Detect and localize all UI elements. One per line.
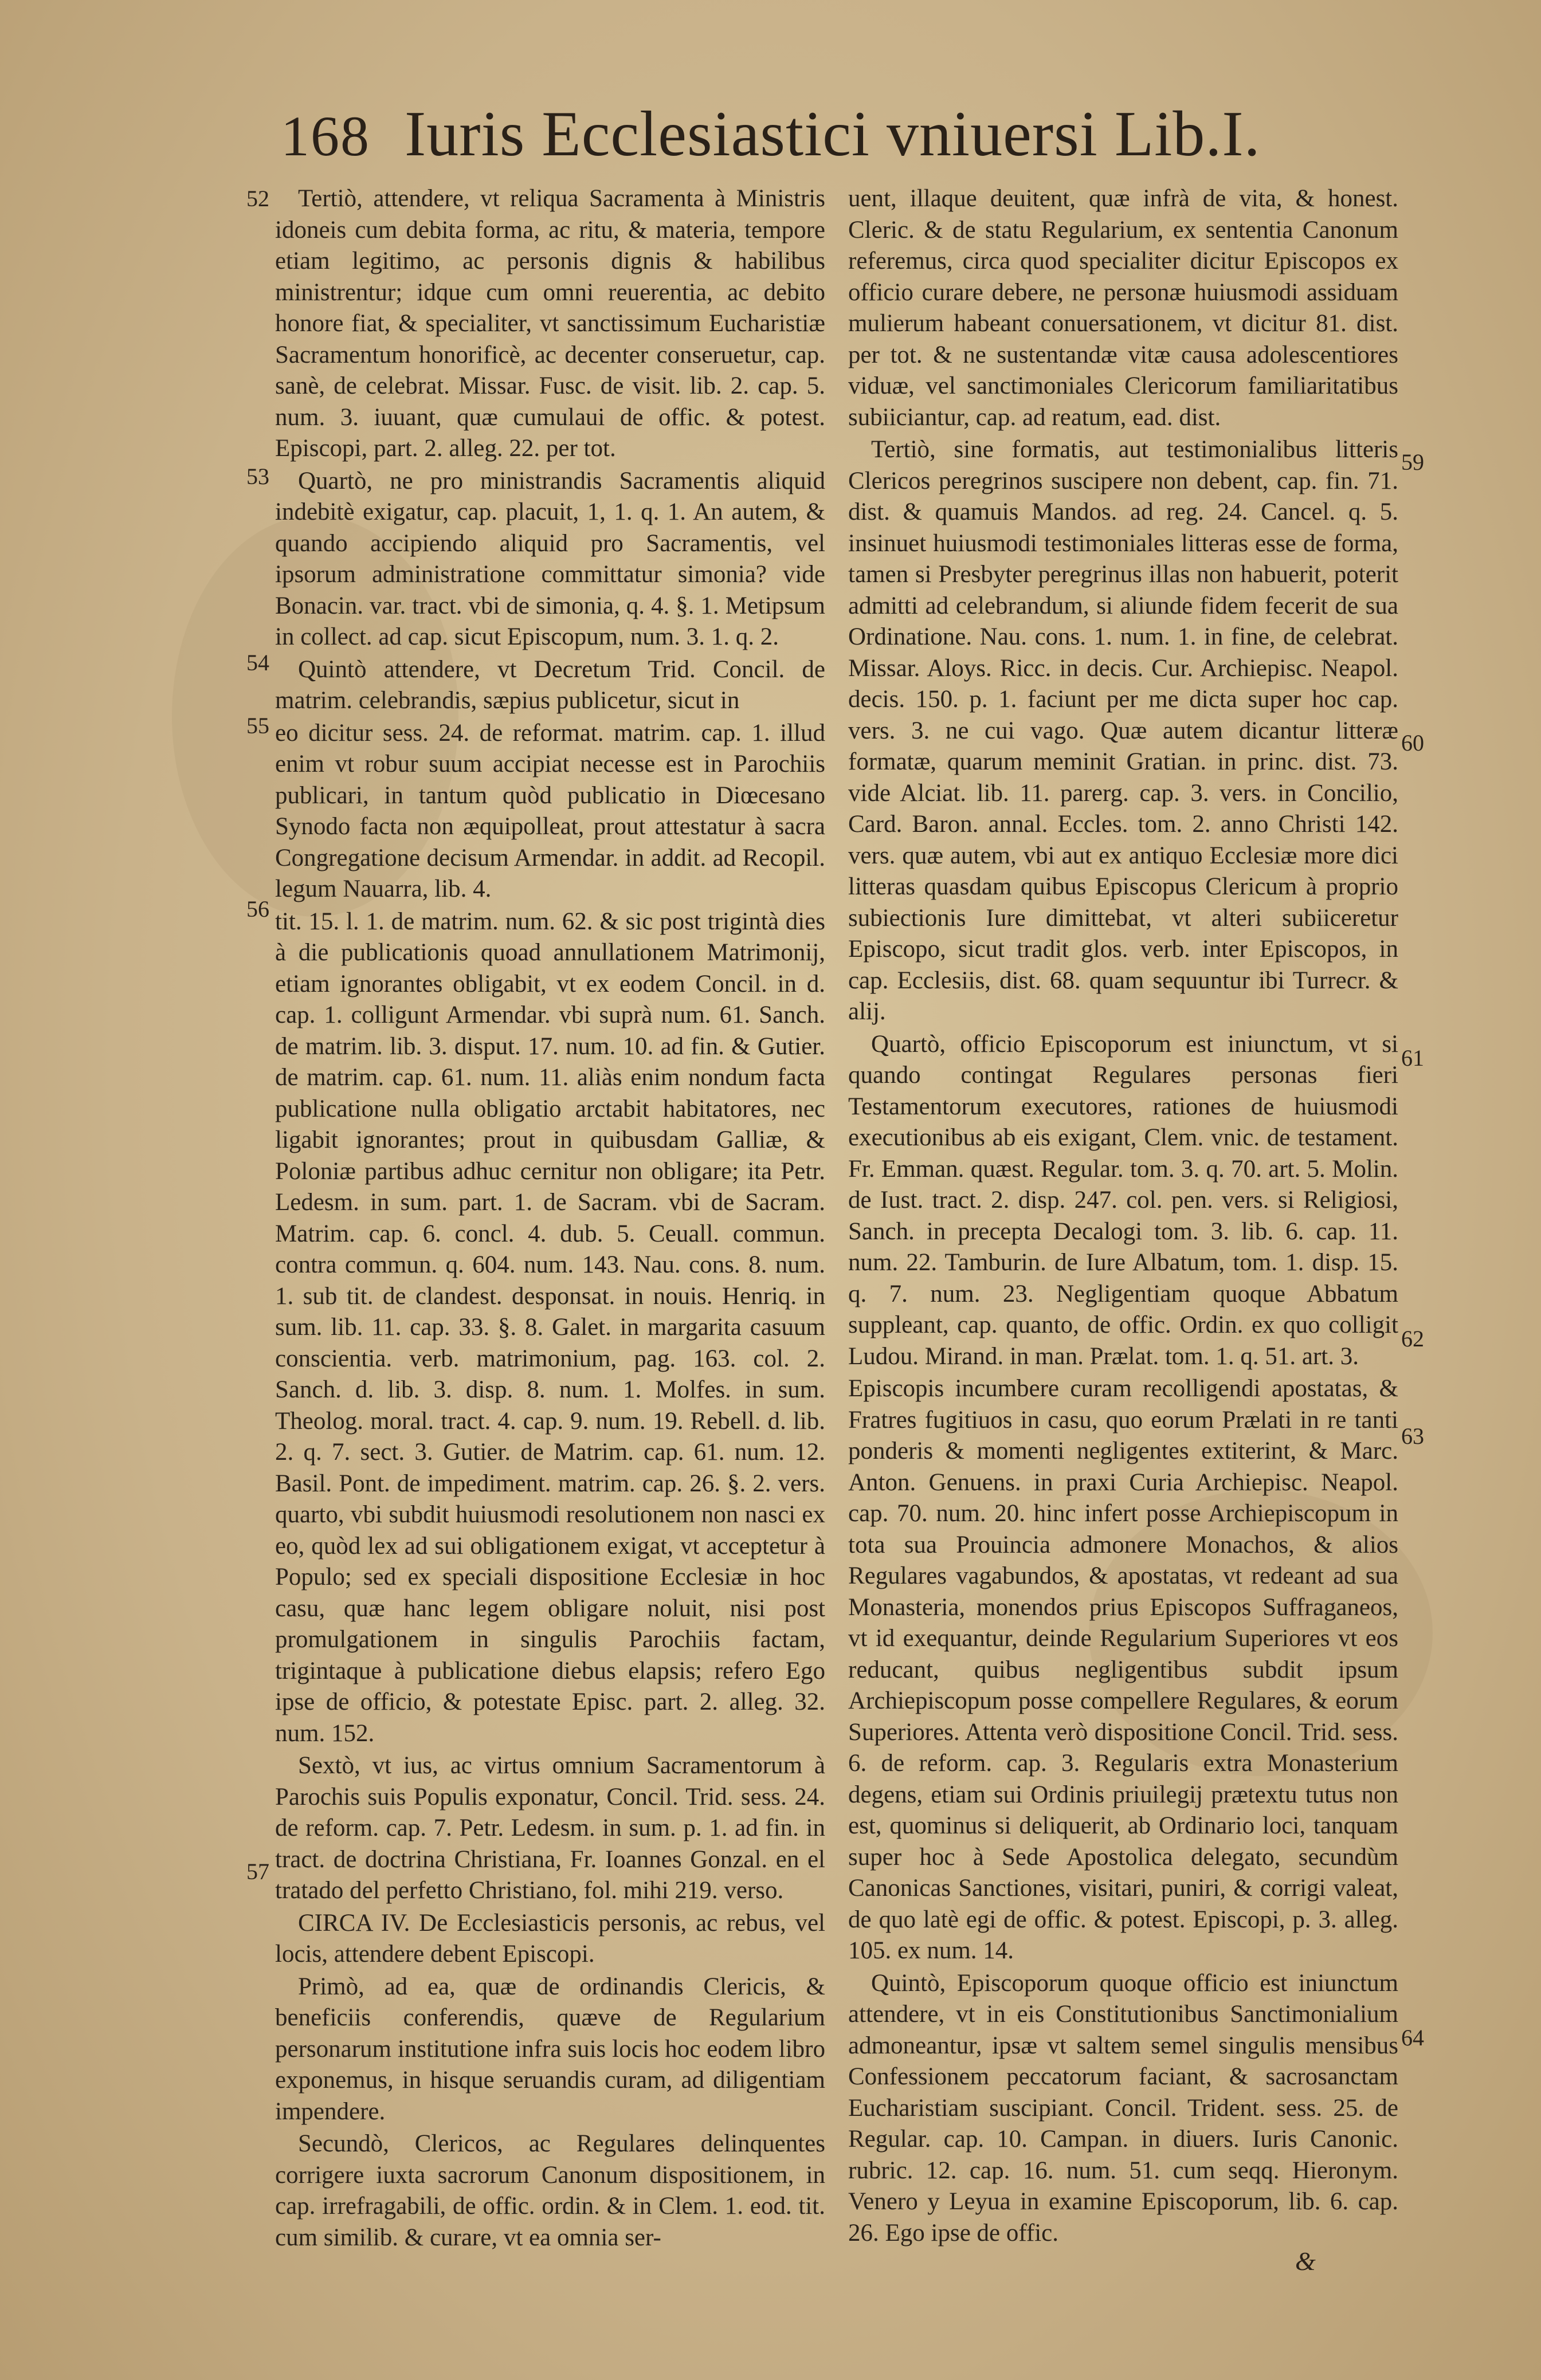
section-heading: CIRCA IV. De Ecclesiasticis personis, ac rebus, vel locis, attendere debent Episcopi. [275, 1909, 825, 1967]
left-column [275, 183, 825, 2251]
paragraph: Secundò, Clericos, ac Regulares delinquentes corrigere iuxta sacrorum Canonum dispositionem, in cap. irrefragabili, de offic. ordin. & in Clem. 1. eod. tit. cum similib. & curare, vt ea omnia ser- [275, 2130, 825, 2251]
margin-number: 53 [246, 464, 269, 489]
paragraph: uent, illaque deuitent, quæ infrà de vita, & honest. Cleric. & de statu Regularium, ex sententia Canonum referemus, circa quod specialiter dicitur Episcopos ex officio curare debere, ne personæ huiusmodi assiduam mulierum habeant conuersationem, vt dicitur 81. dist. per tot. & ne sustentandæ vitæ causa adolescentiores viduæ, vel sanctimoniales Clericorum familiaritatibus subiiciantur, cap. ad reatum, ead. dist. [848, 185, 1398, 431]
margin-number: 52 [246, 186, 269, 211]
running-header [281, 97, 1370, 178]
running-title: Iuris Ecclesiastici vniuersi Lib.I. [405, 99, 1261, 170]
margin-number: 64 [1401, 2025, 1424, 2051]
paragraph: Tertiò, attendere, vt reliqua Sacramenta à Ministris idoneis cum debita forma, ac ritu, & materia, tempore etiam legitimo, ac personis dignis & habilibus ministrentur; idque cum omni reuerentia, ac debito honore fiat, & specialiter, vt sanctissimum Eucharistiæ Sacramentum honorificè, ac decenter conseruetur, cap. sanè, de celebrat. Missar. Fusc. de visit. lib. 2. cap. 5. num. 3. iuuant, quæ cumulaui de offic. & potest. Episcopi, part. 2. alleg. 22. per tot. [275, 185, 825, 462]
margin-number: 56 [246, 896, 269, 922]
paragraph: Quintò, Episcoporum quoque officio est iniunctum attendere, vt in eis Constitutionibus Sanctimonialium admoneantur, ipsæ vt saltem semel singulis mensibus Confessionem peccatorum faciant, & sacrosanctam Eucharistiam suscipiant. Concil. Trident. sess. 25. de Regular. cap. 10. Campan. in diuers. Iuris Canonic. rubric. 12. cap. 16. num. 51. cum seqq. Hieronym. Venero y Leyua in examine Episcoporum, lib. 6. cap. 26. Ego ipse de offic. [848, 1969, 1398, 2247]
margin-number: 60 [1401, 730, 1424, 756]
paragraph: Quartò, officio Episcoporum est iniunctum, vt si quando contingat Regulares personas fieri Testamentorum executores, rationes de huiusmodi executionibus ab eis exigant, Clem. vnic. de testament. Fr. Emman. quæst. Regular. tom. 3. q. 70. art. 5. Molin. de Iust. tract. 2. disp. 247. col. pen. vers. si Religiosi, Sanch. in precepta Decalogi tom. 3. lib. 6. cap. 11. num. 22. Tamburin. de Iure Albatum, tom. 1. disp. 15. q. 7. num. 23. Negligentiam quoque Abbatum suppleant, cap. quanto, de offic. Ordin. ex quo colligit Ludou. Mirand. in man. Prælat. tom. 1. q. 51. art. 3. [848, 1030, 1398, 1370]
catchword: & [1295, 2247, 1316, 2276]
paragraph: Quartò, ne pro ministrandis Sacramentis aliquid indebitè exigatur, cap. placuit, 1, 1. q. 1. An autem, & quando accipiendo aliquid pro Sacramentis, vel ipsorum administratione committatur simonia? vide Bonacin. var. tract. vbi de simonia, q. 4. §. 1. Metipsum in collect. ad cap. sicut Episcopum, num. 3. 1. q. 2. [275, 467, 825, 650]
paragraph: Quintò attendere, vt Decretum Trid. Concil. de matrim. celebrandis, sæpius publicetur, sicut in [275, 655, 825, 714]
paragraph: Tertiò, sine formatis, aut testimonialibus litteris Clericos peregrinos suscipere non debent, cap. fin. 71. dist. & quamuis Mandos. ad reg. 24. Cancel. q. 5. insinuet huiusmodi testimoniales litteras esse de forma, tamen si Presbyter peregrinus illas non habuerit, poterit admitti ad celebrandum, si aliunde fidem fecerit de sua Ordinatione. Nau. cons. 1. num. 1. in fine, de celebrat. Missar. Aloys. Ricc. in decis. Cur. Archiepisc. Neapol. decis. 150. p. 1. faciunt per me dicta super hoc cap. vers. 3. ne cui vago. Quæ autem dicantur litteræ formatæ, quarum meminit Gratian. in princ. dist. 73. vide Alciat. lib. 11. parerg. cap. 3. vers. in Concilio, Card. Baron. annal. Eccles. tom. 2. anno Christi 142. vers. quæ autem, vbi aut ex antiquo Ecclesiæ more dici litteras quasdam quibus Episcopus Clericum à proprio subiectionis Iure dimittebat, vt alteri subiiceretur Episcopo, sicut tradit glos. verb. inter Episcopos, in cap. Ecclesiis, dist. 68. quam sequuntur ibi Turrecr. & alij. [848, 436, 1398, 1025]
margin-number: 62 [1401, 1326, 1424, 1352]
margin-number: 55 [246, 713, 269, 739]
margin-number: 61 [1401, 1045, 1424, 1071]
paragraph: Sextò, vt ius, ac virtus omnium Sacramentorum à Parochis suis Populis exponatur, Concil. Trid. sess. 24. de reform. cap. 7. Petr. Ledesm. in sum. p. 1. ad fin. in tract. de doctrina Christiana, Fr. Ioannes Gonzal. en el tratado del perfetto Christiano, fol. mihi 219. verso. [275, 1752, 825, 1904]
right-column [848, 183, 1398, 2247]
paragraph: Primò, ad ea, quæ de ordinandis Clericis, & beneficiis conferendis, quæve de Regularium personarum institutione infra suis locis hoc eodem libro exponemus, in hisque seruandis curam, ad diligentiam impendere. [275, 1973, 825, 2125]
margin-number: 63 [1401, 1423, 1424, 1449]
margin-number: 54 [246, 650, 269, 675]
paragraph: tit. 15. l. 1. de matrim. num. 62. & sic post trigintà dies à die publicationis quoad annullationem Matrimonij, etiam ignorantes obligabit, vt ex eodem Concil. in d. cap. 1. colligunt Armendar. vbi suprà num. 61. Sanch. de matrim. lib. 3. disput. 17. num. 10. ad fin. & Gutier. de matrim. cap. 61. num. 11. aliàs enim nondum facta publicatione nulla obligatio arctabit habitatores, nec ligabit ignorantes; prout in quibusdam Galliæ, & Poloniæ partibus adhuc cernitur non obligare; ita Petr. Ledesm. in sum. part. 1. de Sacram. vbi de Sacram. Matrim. cap. 6. concl. 4. dub. 5. Ceuall. commun. contra commun. q. 604. num. 143. Nau. cons. 8. num. 1. sub tit. de clandest. desponsat. in nouis. Henriq. in sum. lib. 11. cap. 33. §. 8. Galet. in margarita casuum conscientia. verb. matrimonium, pag. 163. col. 2. Sanch. d. lib. 3. disp. 8. num. 1. Molfes. in sum. Theolog. moral. tract. 4. cap. 9. num. 19. Rebell. d. lib. 2. q. 7. sect. 3. Gutier. de Matrim. cap. 61. num. 12. Basil. Pont. de impediment. matrim. cap. 26. §. 2. vers. quarto, vbi subdit huiusmodi resolutionem non nasci ex eo, quòd lex ad sui obligationem exigat, vt acceptetur à Populo; sed ex speciali dispositione Ecclesiæ in hoc casu, quæ hanc legem obligare noluit, nisi post promulgationem in singulis Parochiis factam, trigintaque à publicatione diebus elapsis; refero Ego ipse de officio, & potestate Episc. part. 2. alleg. 32. num. 152. [275, 908, 825, 1747]
paragraph: eo dicitur sess. 24. de reformat. matrim. cap. 1. illud enim vt robur suum accipiat necesse est in Parochiis publicari, in tantum quòd publicatio in Diœcesano Synodo facta non æquipolleat, prout attestatur à sacra Congregatione decisum Armendar. in addit. ad Recopil. legum Nauarra, lib. 4. [275, 719, 825, 902]
margin-number: 57 [246, 1859, 269, 1884]
page-number: 168 [281, 104, 370, 168]
margin-number: 59 [1401, 449, 1424, 475]
paragraph: Episcopis incumbere curam recolligendi apostatas, & Fratres fugitiuos in casu, quo eorum Prælati in re tanti ponderis & momenti negligentes extiterint, & Marc. Anton. Genuens. in praxi Curia Archiepisc. Neapol. cap. 70. num. 20. hinc infert posse Archiepiscopum in tota sua Prouincia admonere Monachos, & alios Regulares vagabundos, & apostatas, vt redeant ad sua Monasteria, monendos prius Episcopos Suffraganeos, vt id exequantur, deinde Regularium Superiores vt eos reducant, quibus negligentibus subdit ipsum Archiepiscopum posse compellere Regulares, & eorum Superiores. Attenta verò dispositione Concil. Trid. sess. 6. de reform. cap. 3. Regularis extra Monasterium degens, etiam sui Ordinis priuilegij prætextu tutus non est, quominus si deliquerit, ab Ordinario loci, tanquam super hoc à Sede Apostolica delegato, secundùm Canonicas Sanctiones, visitari, puniri, & corrigi valeat, de quo latè egi de offic. & potest. Episcopi, p. 3. alleg. 105. ex num. 14. [848, 1375, 1398, 1964]
